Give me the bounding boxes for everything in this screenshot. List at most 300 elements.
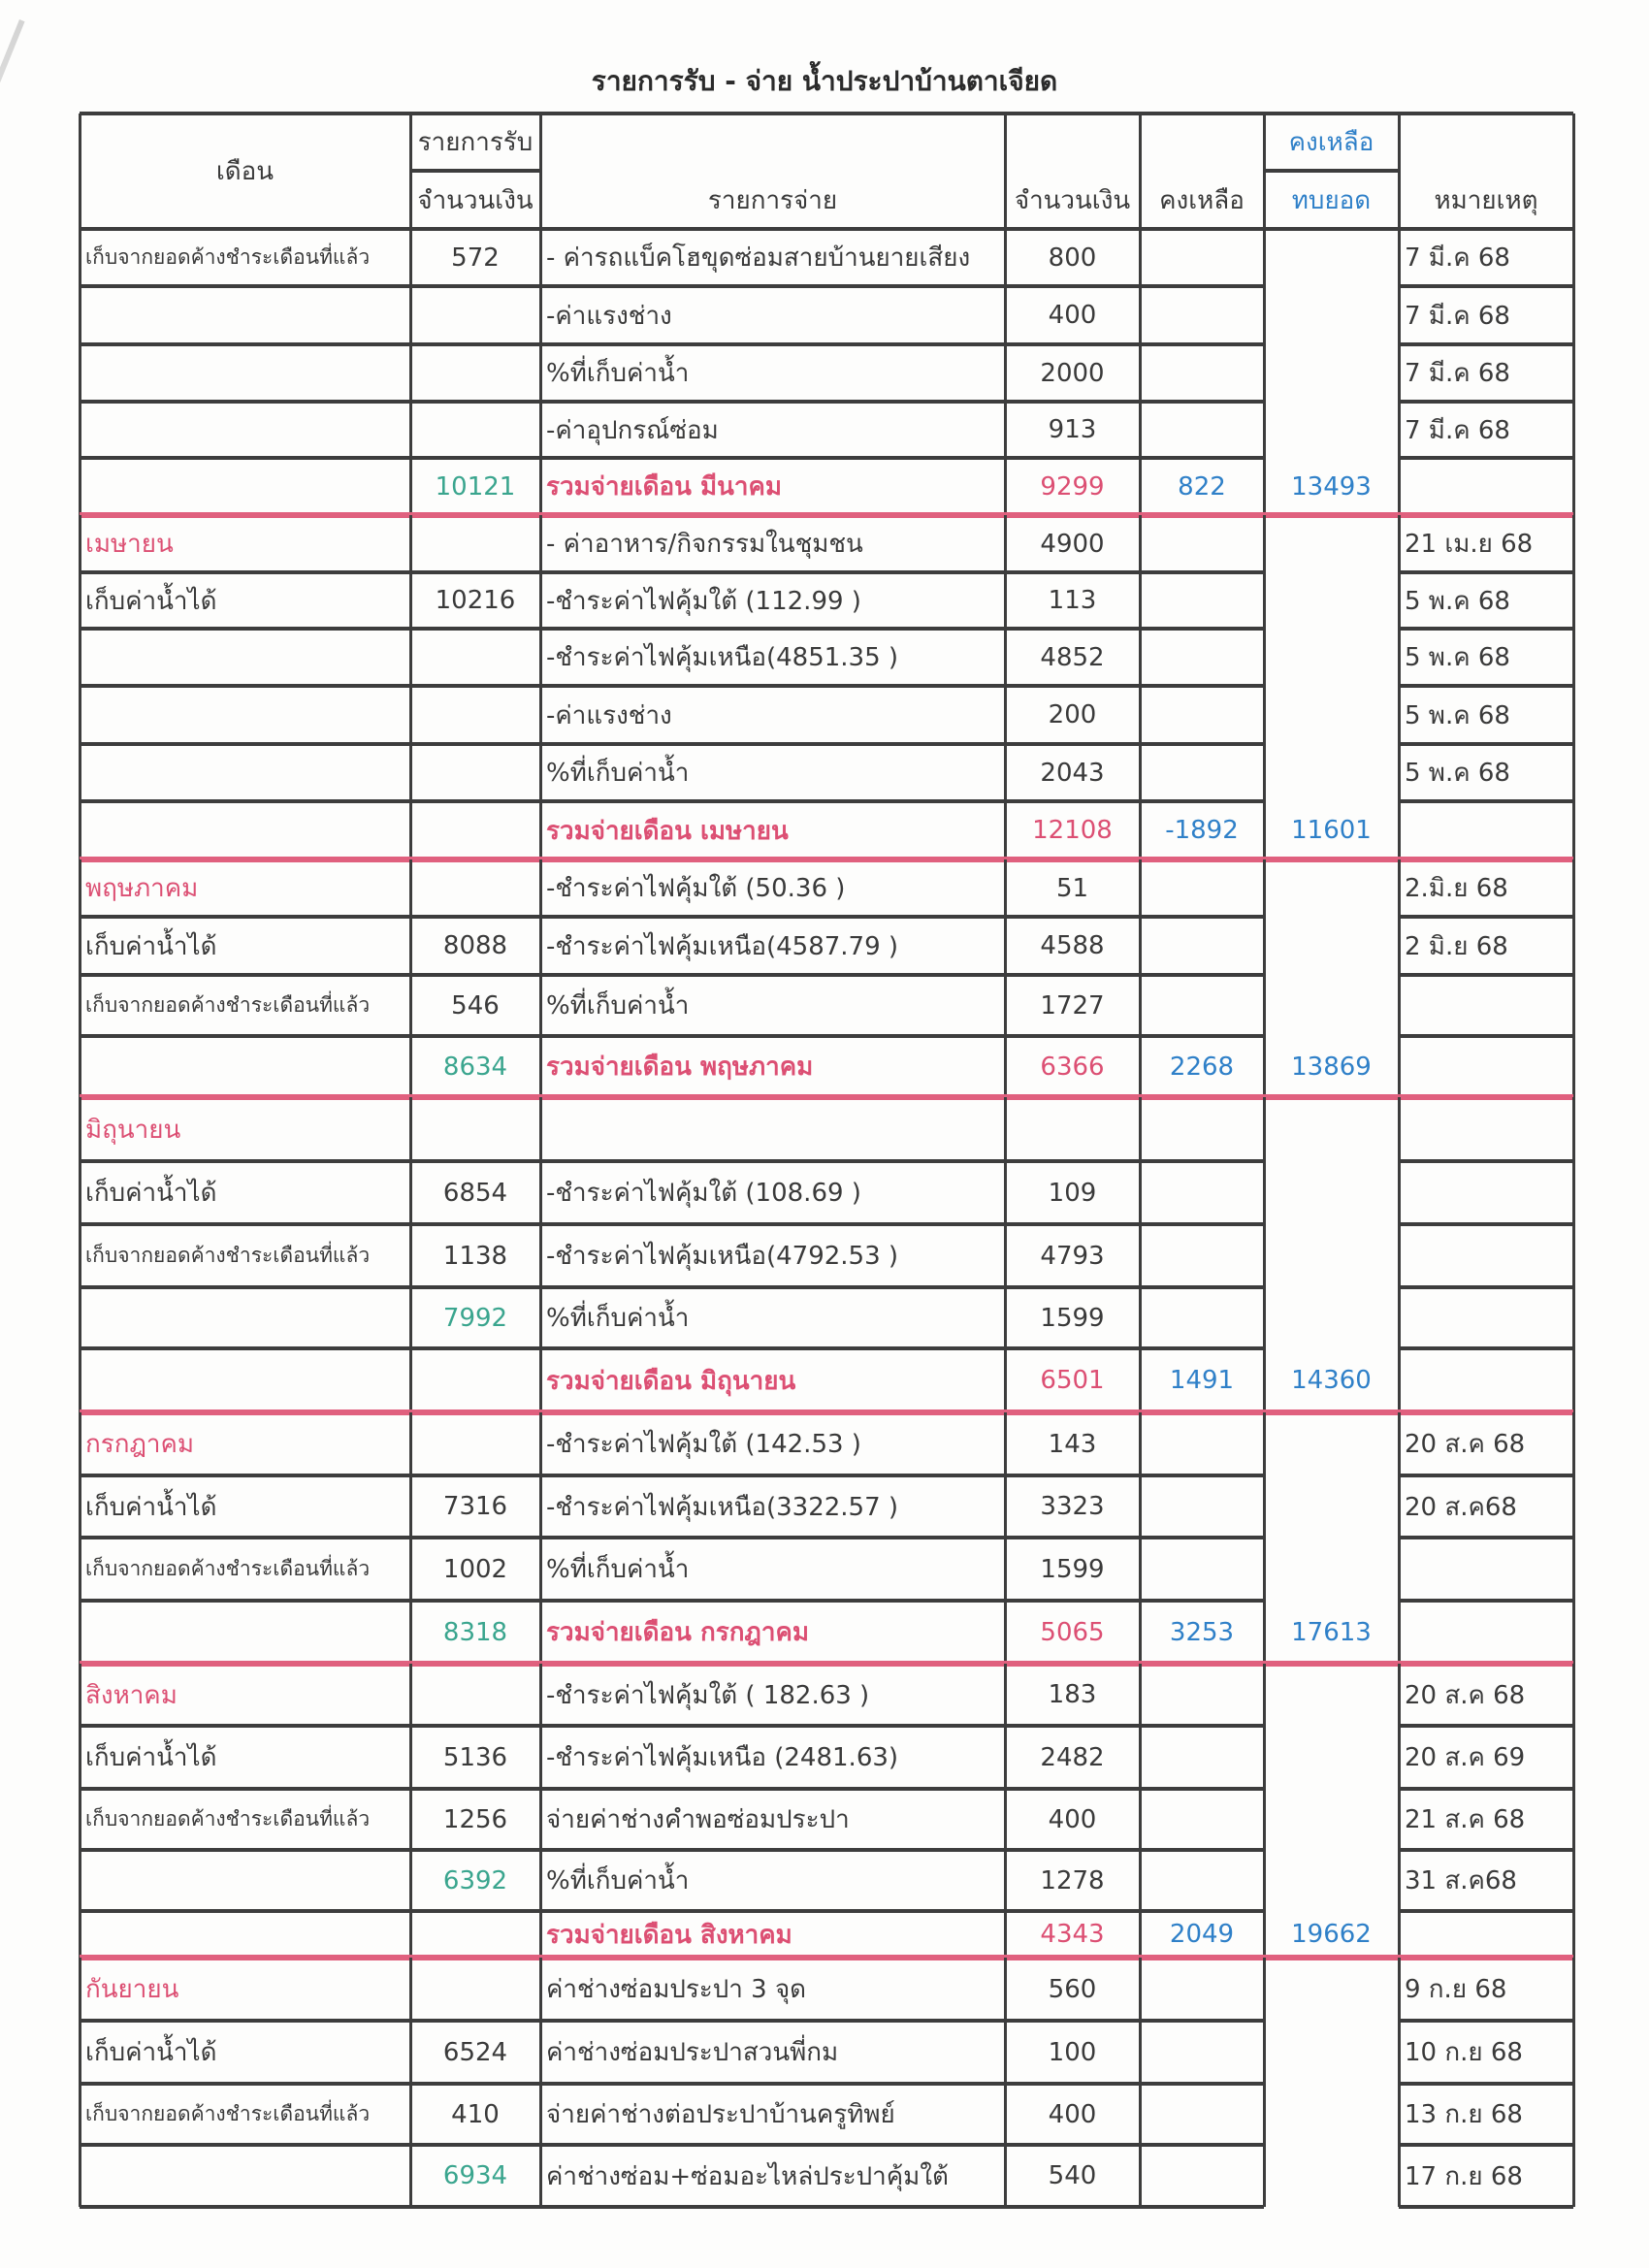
column-divider (1263, 917, 1266, 975)
expense-amount-cell: 2482 (1040, 1742, 1105, 1772)
expense-amount-cell: 6501 (1040, 1366, 1105, 1395)
column-divider (1004, 859, 1007, 917)
expense-item-cell: -ชำระค่าไฟคุ้มเหนือ(4792.53 ) (546, 1242, 899, 1271)
expense-amount-cell (1005, 1097, 1140, 1161)
column-divider (1398, 1348, 1401, 1412)
month-cell (80, 344, 410, 402)
expense-amount-cell: 560 (1048, 1974, 1097, 2004)
column-divider (1398, 1726, 1401, 1789)
note-cell (1399, 1348, 1573, 1412)
income-amount-cell: 546 (451, 990, 500, 1021)
column-divider (79, 344, 81, 402)
column-divider (1263, 975, 1266, 1036)
carry-balance-cell (1264, 1412, 1399, 1475)
column-divider (1398, 229, 1401, 286)
header-balance: คงเหลือ (1159, 185, 1245, 215)
expense-amount-cell: 4343 (1040, 1920, 1105, 1949)
column-divider (539, 515, 542, 572)
column-divider (539, 1287, 542, 1348)
note-cell (1399, 1911, 1573, 1958)
carry-balance-cell (1264, 629, 1399, 686)
column-divider (409, 402, 412, 458)
column-divider (79, 2145, 81, 2207)
note-cell: 10 ก.ย 68 (1405, 2038, 1523, 2067)
column-divider (409, 458, 412, 515)
balance-cell (1140, 2021, 1264, 2084)
column-divider (1263, 1097, 1266, 1161)
month-cell: กันยายน (85, 1975, 179, 2004)
expense-item-cell: รวมจ่ายเดือน เมษายน (546, 816, 789, 846)
column-divider (1398, 1789, 1401, 1850)
expense-amount-cell: 113 (1048, 586, 1097, 615)
column-divider (409, 859, 412, 917)
column-divider (409, 2021, 412, 2084)
column-divider (1263, 1538, 1266, 1601)
column-divider (1263, 1036, 1266, 1097)
balance-cell (1140, 2145, 1264, 2207)
column-divider (79, 917, 81, 975)
column-divider (1004, 286, 1007, 344)
column-divider (409, 2145, 412, 2207)
column-divider (1572, 629, 1575, 686)
expense-item-cell: - ค่าอาหาร/กิจกรรมในชุมชน (546, 530, 863, 559)
expense-amount-cell: 3323 (1040, 1492, 1105, 1521)
note-cell: 5 พ.ค 68 (1405, 759, 1510, 788)
column-divider (1572, 1097, 1575, 1161)
column-divider (1263, 859, 1266, 917)
income-amount-cell (410, 1412, 540, 1475)
column-divider (1004, 1958, 1007, 2021)
balance-cell (1140, 344, 1264, 402)
column-divider (79, 1412, 81, 1475)
balance-cell (1140, 1664, 1264, 1726)
column-divider (1263, 1911, 1266, 1958)
balance-cell (1140, 1412, 1264, 1475)
column-divider (79, 1161, 81, 1224)
income-amount-cell: 8088 (442, 931, 508, 960)
column-divider (1004, 1161, 1007, 1224)
column-divider (79, 458, 81, 515)
column-divider (1398, 458, 1401, 515)
column-divider (1139, 1538, 1142, 1601)
balance-cell (1140, 572, 1264, 629)
column-divider (1004, 1664, 1007, 1726)
expense-item-cell: รวมจ่ายเดือน มีนาคม (546, 472, 783, 502)
column-divider (1004, 1475, 1007, 1538)
balance-cell (1140, 859, 1264, 917)
column-divider (79, 859, 81, 917)
column-divider (1139, 859, 1142, 917)
note-cell: 7 มี.ค 68 (1405, 243, 1510, 273)
column-divider (79, 801, 81, 859)
balance-cell (1140, 1958, 1264, 2021)
column-divider (1572, 113, 1575, 229)
income-amount-cell: 6392 (442, 1865, 508, 1895)
column-divider (1398, 1538, 1401, 1601)
column-divider (409, 1538, 412, 1601)
expense-item-cell: จ่ายค่าช่างต่อประปาบ้านครูทิพย์ (546, 2100, 895, 2129)
month-cell: เก็บจากยอดค้างชำระเดือนที่แล้ว (85, 1244, 371, 1267)
column-divider (79, 1287, 81, 1348)
column-divider (1398, 2084, 1401, 2145)
column-divider (1398, 1911, 1401, 1958)
carry-balance-cell: 13869 (1291, 1052, 1372, 1082)
expense-item-cell: ค่าช่างซ่อม+ซ่อมอะไหล่ประปาคุ้มใต้ (546, 2161, 949, 2191)
column-divider (1139, 1958, 1142, 2021)
column-divider (1398, 2021, 1401, 2084)
income-amount-cell: 1002 (442, 1554, 508, 1584)
column-divider (539, 1161, 542, 1224)
column-divider (409, 1097, 412, 1161)
column-divider (1398, 686, 1401, 744)
column-divider (539, 1348, 542, 1412)
column-divider (1263, 686, 1266, 744)
note-cell: 20 ส.ค 68 (1405, 1680, 1526, 1710)
expense-amount-cell: 109 (1048, 1178, 1097, 1208)
income-amount-cell: 410 (451, 2099, 500, 2129)
note-cell: 7 มี.ค 68 (1405, 301, 1510, 331)
column-divider (539, 1664, 542, 1726)
column-divider (1398, 975, 1401, 1036)
column-divider (1572, 1726, 1575, 1789)
note-cell (1399, 1161, 1573, 1224)
row-divider (1399, 2205, 1573, 2209)
column-divider (79, 1850, 81, 1911)
balance-cell (1140, 629, 1264, 686)
column-divider (1398, 344, 1401, 402)
column-divider (1004, 344, 1007, 402)
column-divider (1004, 917, 1007, 975)
column-divider (1572, 1850, 1575, 1911)
column-divider (539, 801, 542, 859)
month-cell (80, 2145, 410, 2207)
expense-item-cell (540, 1097, 1005, 1161)
column-divider (79, 1348, 81, 1412)
income-amount-cell (410, 344, 540, 402)
column-divider (1139, 1161, 1142, 1224)
column-divider (1139, 1287, 1142, 1348)
month-cell (80, 801, 410, 859)
column-divider (539, 572, 542, 629)
expense-item-cell: ค่าช่างซ่อมประปา 3 จุด (546, 1975, 807, 2004)
column-divider (1398, 1161, 1401, 1224)
expense-item-cell: -ค่าอุปกรณ์ซ่อม (546, 415, 719, 445)
column-divider (1004, 515, 1007, 572)
income-amount-cell (410, 801, 540, 859)
column-divider (1139, 344, 1142, 402)
income-amount-cell: 10216 (435, 586, 516, 615)
column-divider (1263, 1958, 1266, 2021)
income-amount-cell (410, 402, 540, 458)
income-amount-cell: 6854 (442, 1178, 508, 1208)
column-divider (539, 1224, 542, 1287)
expense-amount-cell: 4900 (1040, 529, 1105, 559)
column-divider (409, 1958, 412, 2021)
column-divider (409, 801, 412, 859)
note-cell (1399, 1224, 1573, 1287)
column-divider (79, 2021, 81, 2084)
column-divider (1004, 1726, 1007, 1789)
expense-amount-cell: 1599 (1040, 1554, 1105, 1584)
column-divider (1004, 1850, 1007, 1911)
note-cell: 7 มี.ค 68 (1405, 359, 1510, 388)
column-divider (1139, 1789, 1142, 1850)
header-income-amount: จำนวนเงิน (417, 185, 534, 215)
carry-balance-cell (1264, 1475, 1399, 1538)
expense-item-cell: %ที่เก็บค่าน้ำ (546, 991, 690, 1021)
column-divider (1572, 1475, 1575, 1538)
column-divider (1263, 2021, 1266, 2084)
column-divider (1572, 1664, 1575, 1726)
column-divider (539, 344, 542, 402)
column-divider (1004, 1601, 1007, 1664)
column-divider (79, 1036, 81, 1097)
carry-balance-cell (1264, 975, 1399, 1036)
carry-balance-cell (1264, 2021, 1399, 2084)
column-divider (1004, 458, 1007, 515)
carry-balance-cell (1264, 1097, 1399, 1161)
column-divider (79, 2084, 81, 2145)
column-divider (79, 1789, 81, 1850)
expense-amount-cell: 9299 (1040, 471, 1105, 502)
column-divider (1572, 286, 1575, 344)
income-amount-cell (410, 686, 540, 744)
column-divider (1004, 1538, 1007, 1601)
note-cell: 31 ส.ค68 (1405, 1866, 1517, 1895)
column-divider (1572, 344, 1575, 402)
column-divider (409, 1161, 412, 1224)
column-divider (1263, 458, 1266, 515)
income-amount-cell: 6934 (442, 2161, 508, 2190)
column-divider (1139, 801, 1142, 859)
column-divider (1004, 1348, 1007, 1412)
carry-balance-cell (1264, 286, 1399, 344)
column-divider (1572, 1601, 1575, 1664)
column-divider (539, 2084, 542, 2145)
expense-item-cell: -ชำระค่าไฟคุ้มใต้ (108.69 ) (546, 1179, 861, 1208)
income-amount-cell: 1138 (442, 1241, 508, 1271)
column-divider (79, 1726, 81, 1789)
month-cell: พฤษภาคม (85, 874, 199, 903)
income-amount-cell (410, 629, 540, 686)
expense-item-cell: %ที่เก็บค่าน้ำ (546, 1555, 690, 1584)
column-divider (1004, 2021, 1007, 2084)
note-cell: 21 เม.ย 68 (1405, 530, 1534, 559)
carry-balance-cell (1264, 1958, 1399, 2021)
carry-balance-cell (1264, 1224, 1399, 1287)
month-cell: สิงหาคม (85, 1680, 178, 1710)
expense-item-cell: รวมจ่ายเดือน มิถุนายน (546, 1366, 796, 1396)
column-divider (1004, 686, 1007, 744)
month-cell: เมษายน (85, 530, 174, 559)
column-divider (1139, 686, 1142, 744)
column-divider (1398, 744, 1401, 801)
month-cell: เก็บจากยอดค้างชำระเดือนที่แล้ว (85, 245, 371, 269)
column-divider (539, 1726, 542, 1789)
column-divider (1004, 2084, 1007, 2145)
column-divider (409, 1726, 412, 1789)
balance-cell: 2268 (1169, 1052, 1235, 1082)
column-divider (539, 1958, 542, 2021)
income-amount-cell (410, 859, 540, 917)
note-cell: 20 ส.ค 68 (1405, 1430, 1526, 1459)
expense-amount-cell: 4852 (1040, 642, 1105, 672)
column-divider (1572, 2021, 1575, 2084)
column-divider (1139, 572, 1142, 629)
column-divider (1004, 229, 1007, 286)
month-cell (80, 458, 410, 515)
expense-amount-cell: 6366 (1040, 1052, 1105, 1082)
expense-item-cell: -ชำระค่าไฟคุ้มเหนือ(4587.79 ) (546, 931, 899, 961)
column-divider (409, 744, 412, 801)
column-divider (1004, 1287, 1007, 1348)
column-divider (1139, 2145, 1142, 2207)
income-amount-cell (410, 1911, 540, 1958)
note-cell: 5 พ.ค 68 (1405, 643, 1510, 672)
column-divider (1263, 286, 1266, 344)
column-divider (1398, 859, 1401, 917)
column-divider (409, 572, 412, 629)
month-cell (80, 629, 410, 686)
column-divider (1004, 1412, 1007, 1475)
month-cell (80, 1911, 410, 1958)
column-divider (79, 686, 81, 744)
expense-item-cell: รวมจ่ายเดือน สิงหาคม (546, 1920, 792, 1950)
expense-item-cell: -ค่าแรงช่าง (546, 301, 672, 331)
note-cell: 21 ส.ค 68 (1405, 1805, 1526, 1834)
header-carry-group: คงเหลือ (1288, 128, 1374, 157)
carry-balance-cell: 14360 (1291, 1366, 1372, 1395)
column-divider (1398, 1475, 1401, 1538)
expense-amount-cell: 1727 (1040, 990, 1105, 1021)
note-cell: 7 มี.ค 68 (1405, 415, 1510, 445)
expense-amount-cell: 183 (1048, 1680, 1097, 1709)
balance-cell (1140, 1789, 1264, 1850)
column-divider (409, 1789, 412, 1850)
balance-cell: 3253 (1169, 1617, 1235, 1647)
balance-cell: 822 (1178, 471, 1226, 502)
page-title: รายการรับ - จ่าย น้ำประปาบ้านตาเจียด (591, 65, 1058, 97)
column-divider (1572, 229, 1575, 286)
column-divider (539, 1475, 542, 1538)
column-divider (1572, 975, 1575, 1036)
column-divider (1139, 975, 1142, 1036)
column-divider (409, 975, 412, 1036)
header-expense-amount: จำนวนเงิน (1014, 185, 1131, 215)
income-amount-cell: 7316 (442, 1492, 508, 1521)
column-divider (539, 859, 542, 917)
balance-cell (1140, 917, 1264, 975)
month-cell: เก็บค่าน้ำได้ (85, 1743, 217, 1772)
header-expense-item: รายการจ่าย (707, 185, 838, 215)
column-divider (1263, 629, 1266, 686)
column-divider (1263, 1601, 1266, 1664)
column-divider (1004, 801, 1007, 859)
column-divider (79, 229, 81, 286)
note-cell: 5 พ.ค 68 (1405, 700, 1510, 730)
note-cell: 2 มิ.ย 68 (1405, 931, 1508, 961)
column-divider (409, 286, 412, 344)
expense-item-cell: %ที่เก็บค่าน้ำ (546, 759, 690, 788)
column-divider (1004, 572, 1007, 629)
month-cell (80, 1348, 410, 1412)
expense-item-cell: ค่าช่างซ่อมประปาสวนพี่กม (546, 2038, 839, 2067)
expense-amount-cell: 800 (1048, 243, 1097, 273)
column-divider (409, 686, 412, 744)
month-cell (80, 402, 410, 458)
note-cell (1399, 1601, 1573, 1664)
column-divider (79, 1601, 81, 1664)
balance-cell (1140, 2084, 1264, 2145)
expense-amount-cell: 5065 (1040, 1617, 1105, 1647)
column-divider (1004, 1789, 1007, 1850)
expense-item-cell: %ที่เก็บค่าน้ำ (546, 1304, 690, 1333)
column-divider (1572, 2084, 1575, 2145)
note-cell (1399, 1538, 1573, 1601)
note-cell: 9 ก.ย 68 (1405, 1975, 1507, 2004)
expense-item-cell: -ชำระค่าไฟคุ้มใต้ ( 182.63 ) (546, 1680, 870, 1710)
column-divider (1004, 2145, 1007, 2207)
carry-balance-cell (1264, 572, 1399, 629)
column-divider (1004, 1036, 1007, 1097)
column-divider (1004, 975, 1007, 1036)
column-divider (1139, 917, 1142, 975)
column-divider (1263, 1664, 1266, 1726)
column-divider (1139, 113, 1142, 229)
column-divider (79, 975, 81, 1036)
column-divider (409, 113, 412, 229)
column-divider (539, 1789, 542, 1850)
balance-cell (1140, 686, 1264, 744)
column-divider (409, 1036, 412, 1097)
column-divider (1139, 1850, 1142, 1911)
column-divider (1572, 801, 1575, 859)
expense-item-cell: %ที่เก็บค่าน้ำ (546, 1866, 690, 1895)
balance-cell (1140, 1161, 1264, 1224)
expense-amount-cell: 400 (1048, 1804, 1097, 1834)
balance-cell (1140, 286, 1264, 344)
column-divider (1572, 1287, 1575, 1348)
column-divider (539, 2021, 542, 2084)
note-cell (1399, 458, 1573, 515)
column-divider (1572, 1538, 1575, 1601)
expense-item-cell: รวมจ่ายเดือน พฤษภาคม (546, 1053, 814, 1082)
income-amount-cell (410, 1348, 540, 1412)
column-divider (409, 229, 412, 286)
income-amount-cell: 5136 (442, 1742, 508, 1772)
column-divider (1263, 1726, 1266, 1789)
column-divider (1004, 1097, 1007, 1161)
balance-cell (1140, 975, 1264, 1036)
column-divider (409, 1664, 412, 1726)
month-cell (80, 1850, 410, 1911)
column-divider (539, 1601, 542, 1664)
expense-item-cell: -ชำระค่าไฟคุ้มเหนือ(3322.57 ) (546, 1492, 899, 1522)
column-divider (1263, 229, 1266, 286)
carry-balance-cell (1264, 344, 1399, 402)
column-divider (1398, 572, 1401, 629)
column-divider (1398, 515, 1401, 572)
column-divider (1263, 1161, 1266, 1224)
column-divider (539, 402, 542, 458)
carry-balance-cell: 13493 (1291, 471, 1372, 502)
column-divider (1139, 1097, 1142, 1161)
balance-cell: 2049 (1169, 1920, 1235, 1949)
column-divider (1139, 1911, 1142, 1958)
balance-cell: 1491 (1169, 1366, 1235, 1395)
month-cell (80, 686, 410, 744)
column-divider (1263, 1412, 1266, 1475)
